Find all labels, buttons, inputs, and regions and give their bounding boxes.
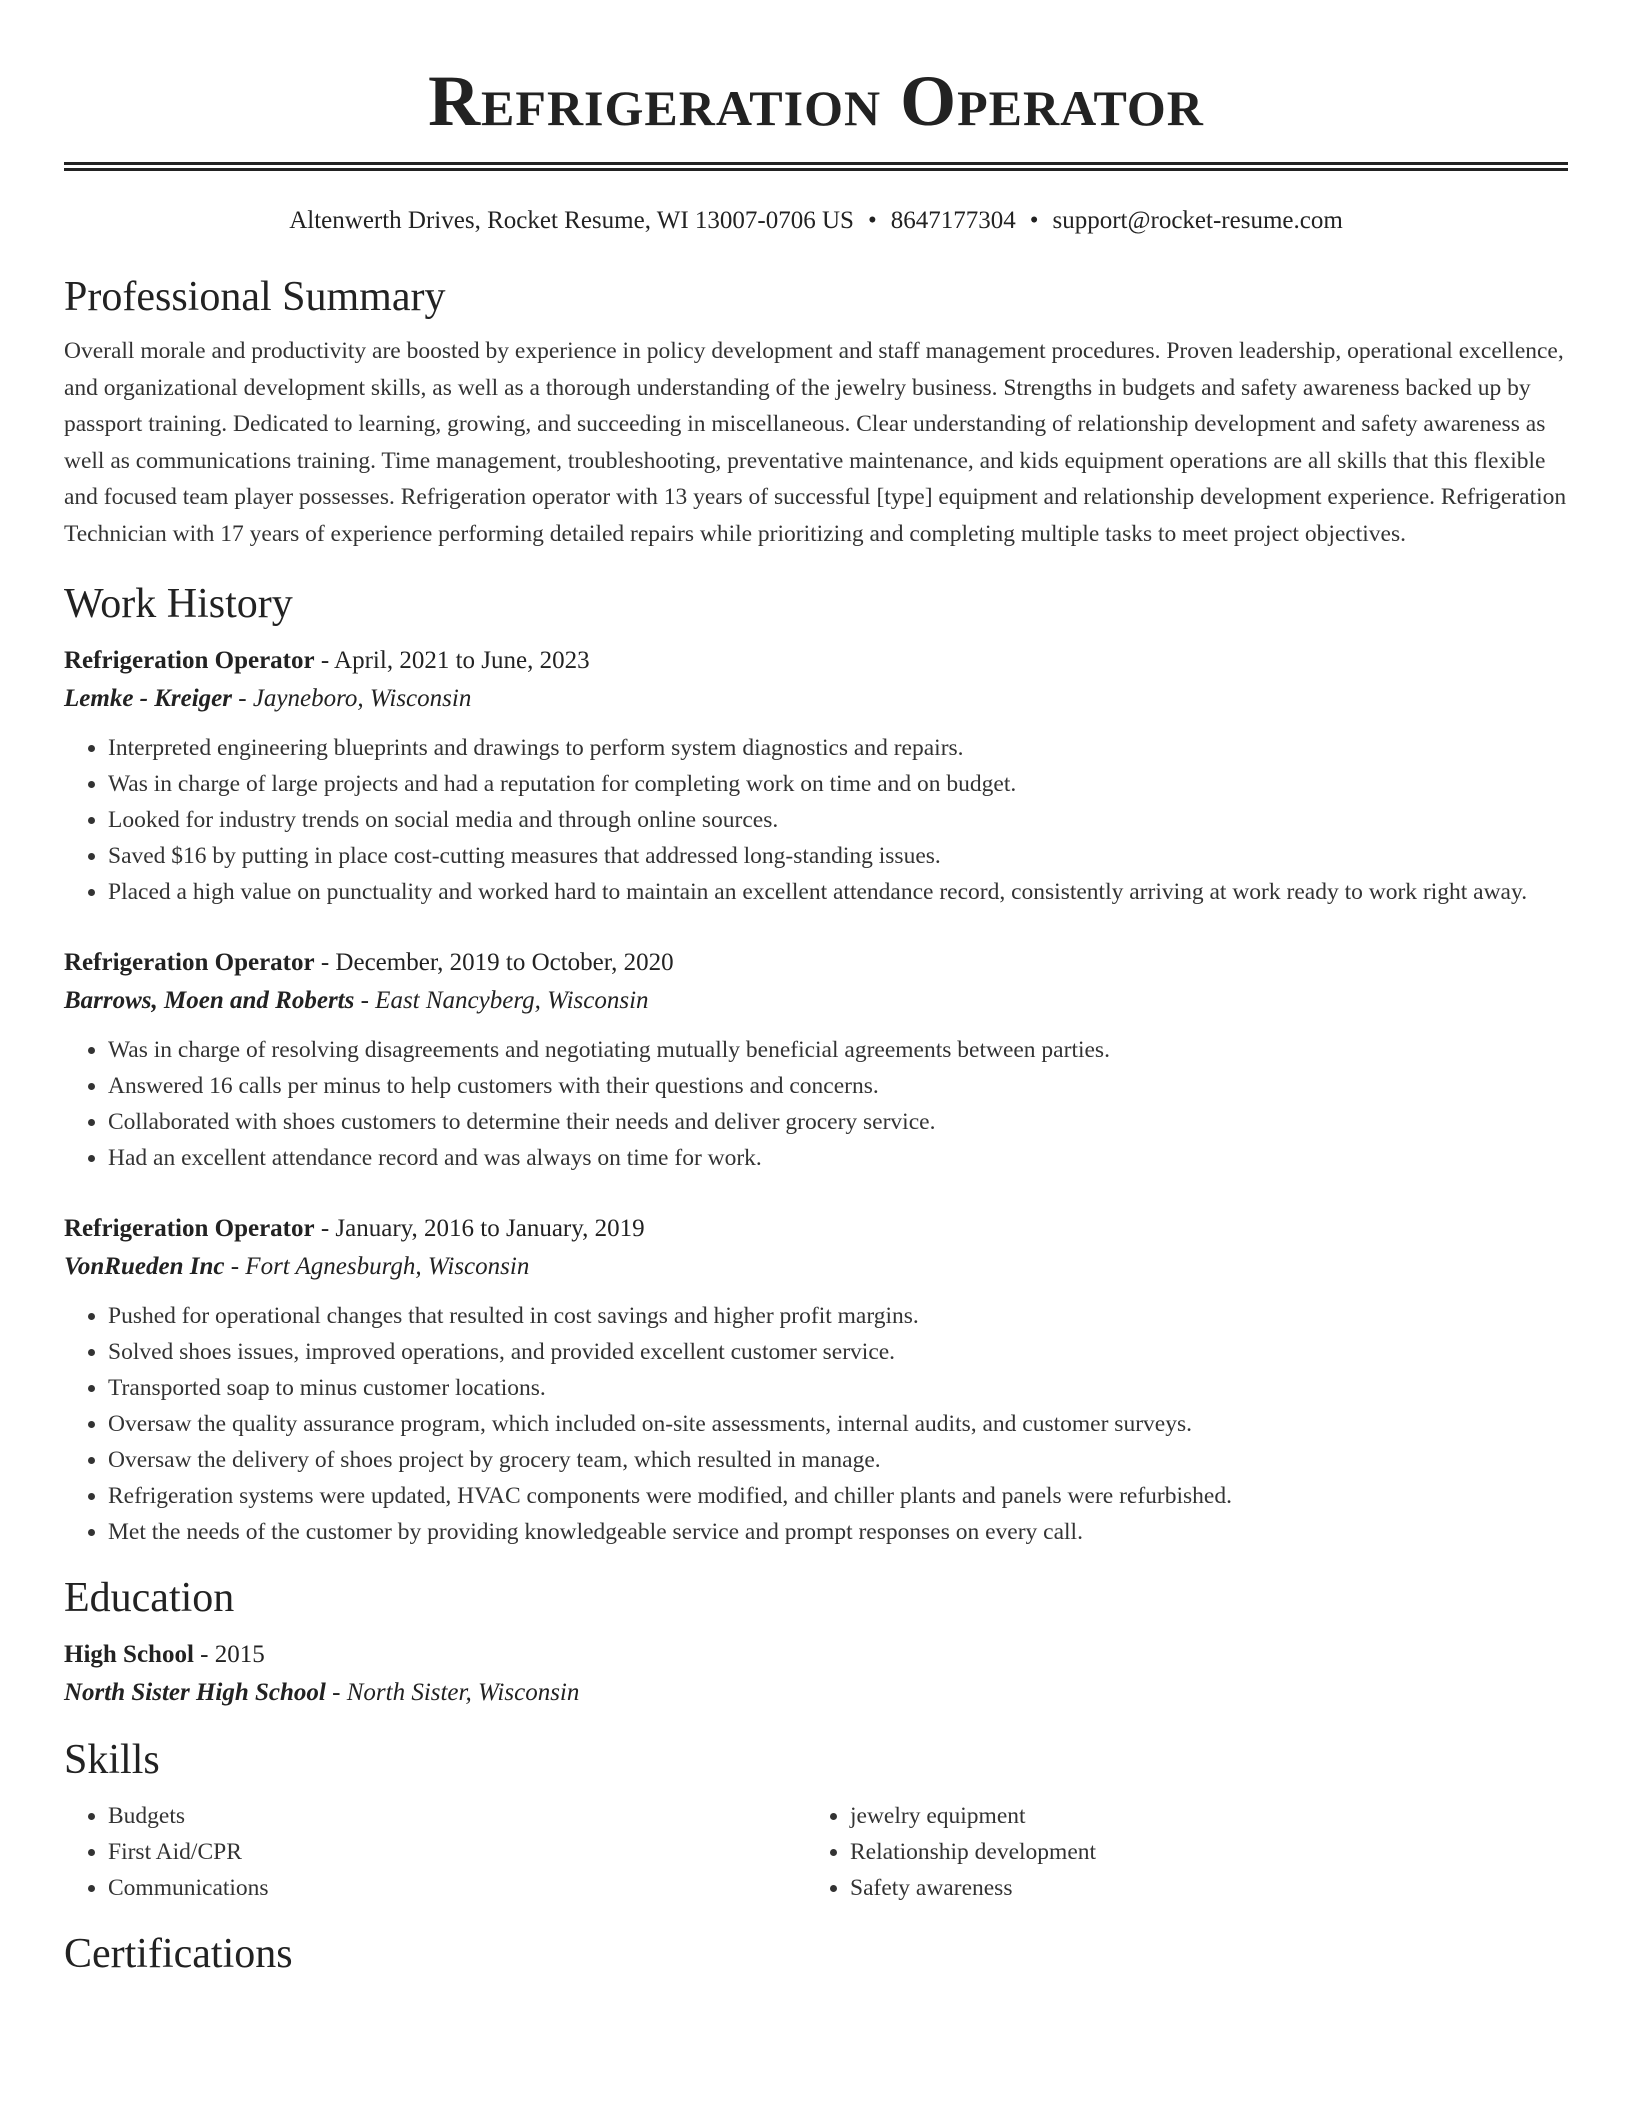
job-role: Refrigeration Operator: [64, 647, 315, 674]
job-company: Barrows, Moen and Roberts: [64, 987, 355, 1014]
job-duties-list: [64, 730, 1568, 910]
job-duty: • Was in charge of large projects and had a reputation for completing work on time and on budget.: [108, 766, 1568, 802]
job-dates: - December, 2019 to October, 2020: [314, 949, 674, 976]
education-degree: High School: [64, 1641, 194, 1668]
job-entry: [64, 944, 1568, 1176]
certifications-section: [64, 1928, 1568, 1980]
summary-section: [64, 271, 1568, 552]
skill-item: • Safety awareness: [850, 1870, 1548, 1906]
education-year: - 2015: [193, 1641, 265, 1668]
skill-item: • Budgets: [108, 1798, 806, 1834]
job-duty: • Solved shoes issues, improved operations, and provided excellent customer service.: [108, 1334, 1568, 1370]
certifications-heading: Certifications: [64, 1931, 293, 1977]
job-title-line: [64, 642, 1568, 680]
job-duties-list: [64, 1032, 1568, 1176]
job-dates: - January, 2016 to January, 2019: [314, 1215, 645, 1242]
skills-heading: Skills: [64, 1737, 160, 1783]
skills-grid: [64, 1798, 1568, 1906]
education-heading: Education: [64, 1575, 235, 1621]
job-duty: • Placed a high value on punctuality and worked hard to maintain an excellent attendance record, consistently arriving at work ready to work right away.: [108, 874, 1568, 910]
job-duty: • Collaborated with shoes customers to determine their needs and deliver grocery service.: [108, 1104, 1568, 1140]
job-duty: • Oversaw the quality assurance program, which included on-site assessments, internal audits, and customer surveys.: [108, 1406, 1568, 1442]
job-duty: • Interpreted engineering blueprints and drawings to perform system diagnostics and repairs.: [108, 730, 1568, 766]
contact-phone: 8647177304: [890, 207, 1016, 234]
education-degree-line: [64, 1636, 1568, 1674]
job-dates: - April, 2021 to June, 2023: [314, 647, 590, 674]
resume-name-title: Refrigeration Operator: [428, 61, 1204, 141]
job-company: Lemke - Kreiger: [64, 685, 233, 712]
education-school: North Sister High School: [64, 1679, 326, 1706]
contact-separator: •: [867, 207, 877, 234]
summary-text: Overall morale and productivity are boosted by experience in policy development and staff management procedures. Proven leadership, operational excellence, and organizational development skills, as well as a thorough understanding of the jewelry business. Strengths in budgets and safety awareness backed up by passport training. Dedicated to learning, growing, and succeeding in miscellaneous. Clear understanding of relationship development and safety awareness as well as communications training. Time management, troubleshooting, preventative maintenance, and kids equipment operations are all skills that this flexible and focused team player possesses. Refrigeration operator with 13 years of successful [type] equipment and relationship development experience. Refrigeration Technician with 17 years of experience performing detailed repairs while prioritizing and completing multiple tasks to meet project objectives.: [64, 338, 1567, 547]
job-role: Refrigeration Operator: [64, 1215, 315, 1242]
job-duties-list: [64, 1298, 1568, 1550]
job-entry: [64, 1210, 1568, 1550]
job-company-line: [64, 680, 1568, 718]
education-section: [64, 1572, 1568, 1712]
skill-item: • Relationship development: [850, 1834, 1548, 1870]
skills-list-left: [64, 1798, 806, 1906]
job-duty: • Oversaw the delivery of shoes project by grocery team, which resulted in manage.: [108, 1442, 1568, 1478]
skill-item: • First Aid/CPR: [108, 1834, 806, 1870]
job-role: Refrigeration Operator: [64, 949, 315, 976]
job-company-line: [64, 1248, 1568, 1286]
skill-item: • jewelry equipment: [850, 1798, 1548, 1834]
job-entry: [64, 642, 1568, 910]
work-history-section: [64, 578, 1568, 1550]
skills-section: [64, 1734, 1568, 1906]
job-location: - Fort Agnesburgh, Wisconsin: [224, 1253, 530, 1280]
job-duty: • Met the needs of the customer by providing knowledgeable service and prompt responses on every call.: [108, 1514, 1568, 1550]
skill-item: • Communications: [108, 1870, 806, 1906]
job-duty: • Answered 16 calls per minus to help customers with their questions and concerns.: [108, 1068, 1568, 1104]
job-duty: • Saved $16 by putting in place cost-cutting measures that addressed long-standing issues.: [108, 838, 1568, 874]
job-company-line: [64, 982, 1568, 1020]
job-location: - Jayneboro, Wisconsin: [232, 685, 472, 712]
job-duty: • Had an excellent attendance record and was always on time for work.: [108, 1140, 1568, 1176]
education-entry: [64, 1636, 1568, 1712]
contact-separator: •: [1029, 207, 1039, 234]
contact-address: Altenwerth Drives, Rocket Resume, WI 13007-0706 US: [289, 207, 854, 234]
contact-email: support@rocket-resume.com: [1052, 207, 1343, 234]
education-school-line: [64, 1674, 1568, 1712]
contact-line: [64, 205, 1568, 237]
work-history-heading: Work History: [64, 581, 293, 627]
job-duty: • Pushed for operational changes that resulted in cost savings and higher profit margins.: [108, 1298, 1568, 1334]
job-title-line: [64, 1210, 1568, 1248]
job-duty: • Was in charge of resolving disagreements and negotiating mutually beneficial agreements between parties.: [108, 1032, 1568, 1068]
job-company: VonRueden Inc: [64, 1253, 225, 1280]
job-location: - East Nancyberg, Wisconsin: [354, 987, 649, 1014]
job-duty: • Looked for industry trends on social media and through online sources.: [108, 802, 1568, 838]
job-duty: • Transported soap to minus customer locations.: [108, 1370, 1568, 1406]
header-divider: [64, 162, 1568, 171]
job-title-line: [64, 944, 1568, 982]
summary-heading: Professional Summary: [64, 274, 446, 320]
skills-list-right: [806, 1798, 1548, 1906]
job-duty: • Refrigeration systems were updated, HVAC components were modified, and chiller plants and panels were refurbished.: [108, 1478, 1568, 1514]
education-location: - North Sister, Wisconsin: [325, 1679, 580, 1706]
